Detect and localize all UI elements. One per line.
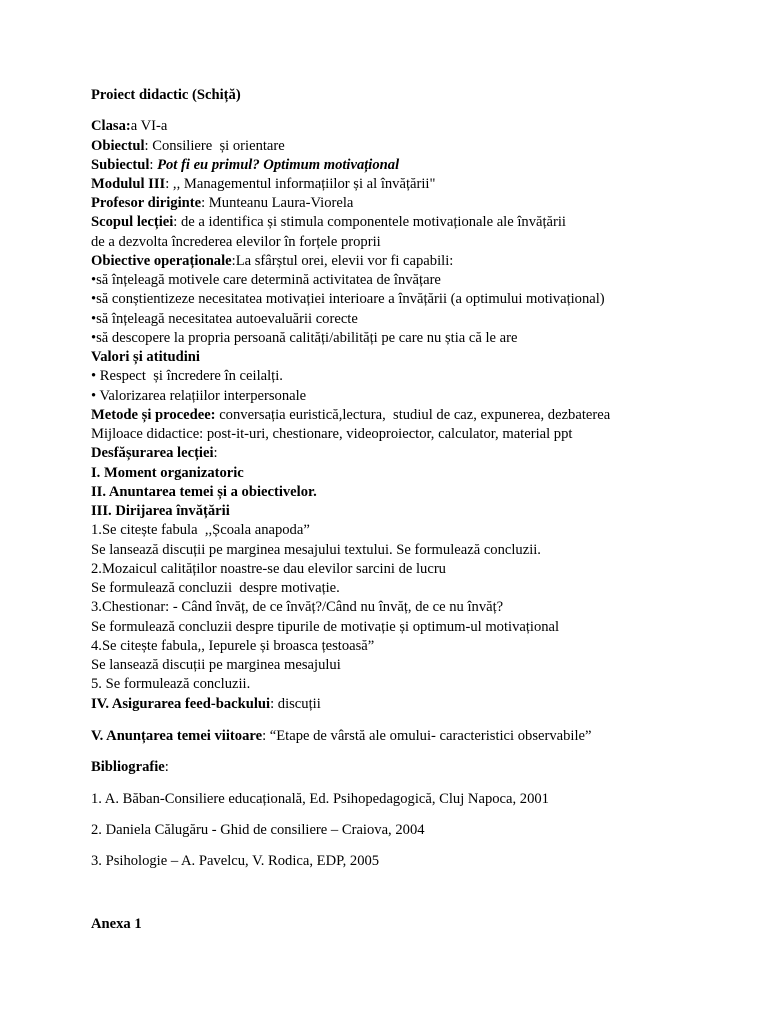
- annex-heading: Anexa 1: [91, 916, 142, 932]
- means-line: Mijloace didactice: post-it-uri, chestionare, videoproiector, calculator, material ppt: [91, 426, 573, 442]
- field-module: Modulul III: ,, Managementul informațiilor și al învățării": [91, 176, 436, 192]
- value-item: • Respect și încredere în ceilalți.: [91, 368, 283, 384]
- step-line: Se lansează discuții pe marginea mesajului textului. Se formulează concluzii.: [91, 542, 541, 558]
- field-teacher: Profesor diriginte: Munteanu Laura-Viorela: [91, 195, 354, 211]
- value-item: • Valorizarea relațiilor interpersonale: [91, 388, 307, 404]
- objective-item: •să înțeleagă necesitatea autoevaluării corecte: [91, 311, 358, 327]
- stage-heading: III. Dirijarea învățării: [91, 503, 230, 519]
- bibliography-item: 2. Daniela Călugăru - Ghid de consiliere – Craiova, 2004: [91, 822, 425, 838]
- stage-heading: I. Moment organizatoric: [91, 465, 244, 481]
- field-lesson-goal: Scopul lecției: de a identifica și stimula componentele motivaționale ale învățării: [91, 214, 566, 230]
- step-line: 2.Mozaicul calităților noastre-se dau elevilor sarcini de lucru: [91, 561, 446, 577]
- field-subject-area: Obiectul: Consiliere și orientare: [91, 138, 285, 154]
- bibliography-item: 3. Psihologie – A. Pavelcu, V. Rodica, EDP, 2005: [91, 853, 380, 869]
- objective-item: •să descopere la propria persoană calități/abilități pe care nu știa că le are: [91, 330, 518, 346]
- document-title: Proiect didactic (Schiță): [91, 87, 241, 103]
- field-class: Clasa:a VI-a: [91, 118, 168, 134]
- lesson-goal-continued: de a dezvolta încrederea elevilor în forțele proprii: [91, 234, 381, 250]
- objective-item: •să conștientizeze necesitatea motivației interioare a învățării (a optimului motivațional): [91, 291, 605, 307]
- bibliography-item: 1. A. Băban-Consiliere educațională, Ed. Psihopedagogică, Cluj Napoca, 2001: [91, 791, 549, 807]
- lesson-heading: Desfășurarea lecției:: [91, 445, 218, 461]
- methods-line: Metode și procedee: conversația euristică,lectura, studiul de caz, expunerea, dezbaterea: [91, 407, 611, 423]
- step-line: Se formulează concluzii despre motivație.: [91, 580, 340, 596]
- objectives-heading: Obiective operaționale:La sfârștul orei, elevii vor fi capabili:: [91, 253, 454, 269]
- stage-feedback: IV. Asigurarea feed-backului: discuții: [91, 696, 321, 712]
- stage-next-topic: V. Anunțarea temei viitoare: “Etape de vârstă ale omului- caracteristici observabile”: [91, 728, 592, 744]
- field-topic: Subiectul: Pot fi eu primul? Optimum motivațional: [91, 157, 400, 173]
- objective-item: •să înțeleagă motivele care determină activitatea de învățare: [91, 272, 441, 288]
- values-heading: Valori și atitudini: [91, 349, 200, 365]
- step-line: Se lansează discuții pe marginea mesajului: [91, 657, 341, 673]
- stage-heading: II. Anuntarea temei și a obiectivelor.: [91, 484, 317, 500]
- step-line: 4.Se citește fabula,, Iepurele și broasca țestoasă”: [91, 638, 375, 654]
- step-line: 3.Chestionar: - Când învăț, de ce învăț?/Când nu învăț, de ce nu învăț?: [91, 599, 504, 615]
- step-line: 1.Se citește fabula ,,Școala anapoda”: [91, 522, 310, 538]
- step-line: Se formulează concluzii despre tipurile de motivație și optimum-ul motivațional: [91, 619, 560, 635]
- step-line: 5. Se formulează concluzii.: [91, 676, 251, 692]
- bibliography-heading: Bibliografie:: [91, 759, 169, 775]
